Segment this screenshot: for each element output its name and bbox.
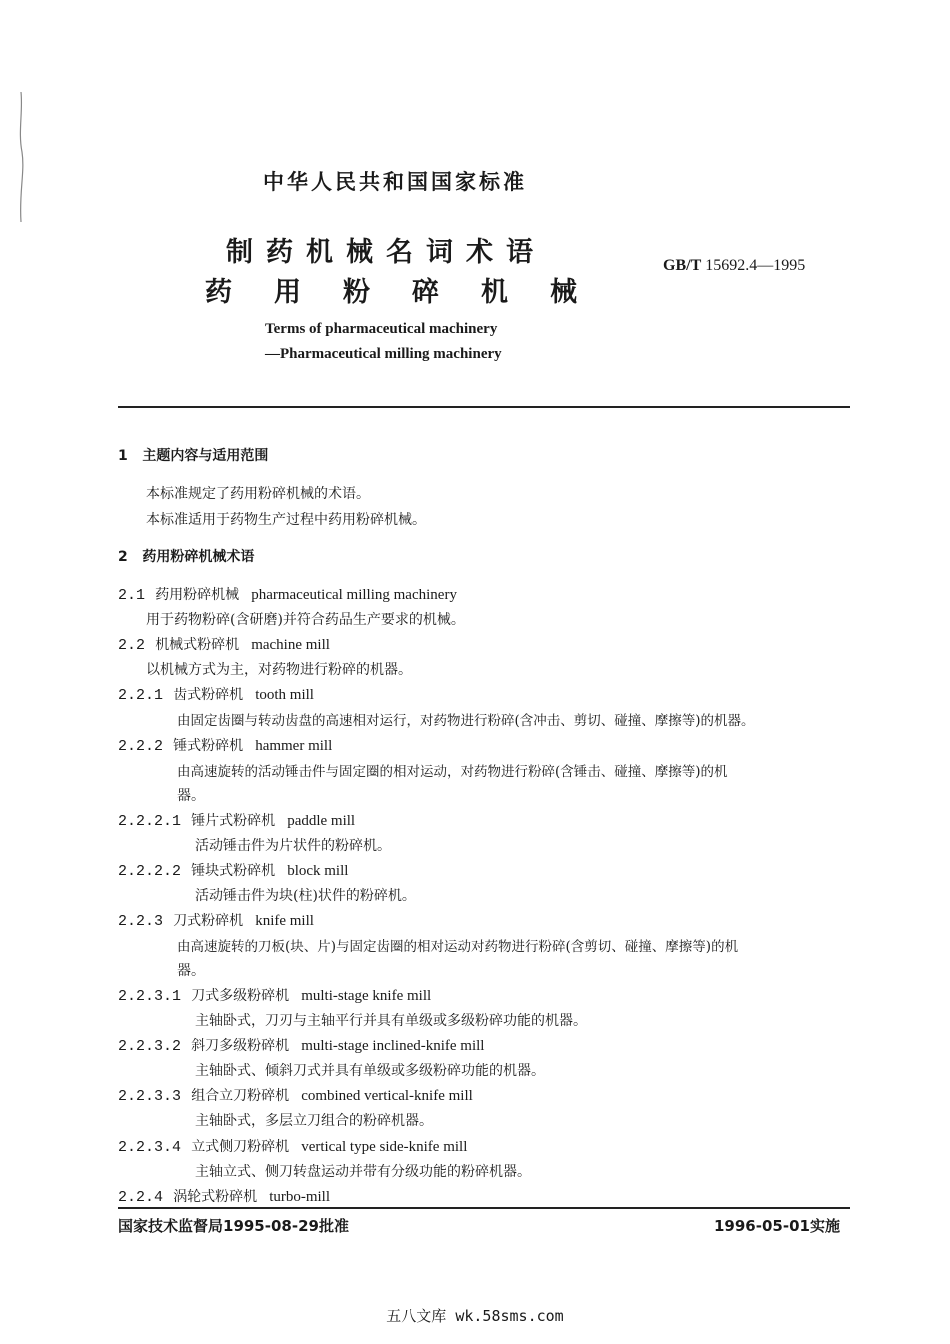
term-2-2-3-2 <box>118 1035 484 1055</box>
term-2-2-1 <box>118 684 314 704</box>
national-standard-heading: 中华人民共和国国家标准 <box>263 170 527 194</box>
term-english: turbo-mill <box>269 1189 331 1205</box>
term-chinese: 药用粉碎机械 <box>155 587 240 603</box>
document-title-line2: 药用粉碎机械 <box>205 277 619 308</box>
section-2-number: 2 <box>118 549 128 565</box>
term-2-2-3-1-definition: 主轴卧式，刀刃与主轴平行并具有单级或多级粉碎功能的机器。 <box>195 1013 587 1029</box>
header-divider <box>118 406 850 408</box>
term-2-2-3-definition-cont: 器。 <box>177 963 205 979</box>
section-2-heading <box>118 546 254 566</box>
term-chinese: 锤块式粉碎机 <box>191 863 276 879</box>
term-2-2-3 <box>118 910 314 930</box>
term-english: paddle mill <box>287 813 356 829</box>
term-number: 2.2.3.2 <box>118 1038 182 1055</box>
term-2-2 <box>118 634 330 654</box>
term-number: 2.2.2 <box>118 738 164 755</box>
term-chinese: 刀式多级粉碎机 <box>191 988 290 1004</box>
section-1-title: 主题内容与适用范围 <box>142 448 269 464</box>
standard-code-number: 15692.4—1995 <box>705 257 806 274</box>
section-1-number: 1 <box>118 448 128 464</box>
term-english: block mill <box>287 863 349 879</box>
approval-date: 国家技术监督局1995-08-29批准 <box>118 1217 349 1235</box>
section-2-title: 药用粉碎机械术语 <box>142 549 255 565</box>
section-1-heading <box>118 445 268 465</box>
section-1-paragraph-2: 本标准适用于药物生产过程中药用粉碎机械。 <box>146 512 426 528</box>
term-number: 2.2.3 <box>118 913 164 930</box>
term-english: tooth mill <box>255 687 314 703</box>
term-2-2-1-definition: 由固定齿圈与转动齿盘的高速相对运行，对药物进行粉碎(含冲击、剪切、碰撞、摩擦等)的机器。 <box>177 713 755 729</box>
term-2-2-3-3-definition: 主轴卧式，多层立刀组合的粉碎机器。 <box>195 1113 433 1129</box>
term-chinese: 锤片式粉碎机 <box>191 813 276 829</box>
term-chinese: 斜刀多级粉碎机 <box>191 1038 290 1054</box>
term-number: 2.2 <box>118 637 146 654</box>
term-english: pharmaceutical milling machinery <box>251 587 457 603</box>
term-chinese: 机械式粉碎机 <box>155 637 240 653</box>
term-number: 2.2.3.3 <box>118 1088 182 1105</box>
term-number: 2.2.4 <box>118 1189 164 1206</box>
term-chinese: 刀式粉碎机 <box>173 913 244 929</box>
effective-date: 1996-05-01实施 <box>714 1217 840 1235</box>
term-chinese: 锤式粉碎机 <box>173 738 244 754</box>
term-2-2-3-definition: 由高速旋转的刀板(块、片)与固定齿圈的相对运动对药物进行粉碎(含剪切、碰撞、摩擦等)的机 <box>177 939 739 955</box>
term-2-2-4 <box>118 1186 330 1206</box>
term-english: knife mill <box>255 913 314 929</box>
term-number: 2.2.1 <box>118 687 164 704</box>
term-2-2-3-4 <box>118 1136 467 1156</box>
term-chinese: 组合立刀粉碎机 <box>191 1088 290 1104</box>
document-title-line1: 制药机械名词术语 <box>226 237 546 268</box>
term-english: multi-stage knife mill <box>301 988 432 1004</box>
term-english: machine mill <box>251 637 330 653</box>
term-2-2-3-1 <box>118 985 431 1005</box>
term-english: combined vertical-knife mill <box>301 1088 473 1104</box>
term-number: 2.2.2.2 <box>118 863 182 880</box>
term-2-2-2-2 <box>118 860 348 880</box>
term-chinese: 齿式粉碎机 <box>173 687 244 703</box>
term-number: 2.2.3.4 <box>118 1139 182 1156</box>
term-2-2-3-4-definition: 主轴立式、侧刀转盘运动并带有分级功能的粉碎机器。 <box>195 1164 531 1180</box>
scan-mark-decoration <box>14 92 28 222</box>
standard-code <box>663 257 805 275</box>
english-title-line2: —Pharmaceutical milling machinery <box>265 346 502 362</box>
term-number: 2.1 <box>118 587 146 604</box>
term-2-2-2-1-definition: 活动锤击件为片状件的粉碎机。 <box>195 838 391 854</box>
term-english: hammer mill <box>255 738 333 754</box>
term-2-2-2-definition: 由高速旋转的活动锤击件与固定圈的相对运动，对药物进行粉碎(含锤击、碰撞、摩擦等)的机 <box>177 764 728 780</box>
term-number: 2.2.2.1 <box>118 813 182 830</box>
section-1-paragraph-1: 本标准规定了药用粉碎机械的术语。 <box>146 486 370 502</box>
english-title-line1: Terms of pharmaceutical machinery <box>265 321 498 337</box>
term-2-2-2-definition-cont: 器。 <box>177 788 205 804</box>
term-2-2-definition: 以机械方式为主，对药物进行粉碎的机器。 <box>146 662 412 678</box>
term-2-1 <box>118 584 457 604</box>
term-2-1-definition: 用于药物粉碎(含研磨)并符合药品生产要求的机械。 <box>146 612 465 628</box>
term-2-2-2-1 <box>118 810 355 830</box>
term-chinese: 涡轮式粉碎机 <box>173 1189 258 1205</box>
term-2-2-3-2-definition: 主轴卧式、倾斜刀式并具有单级或多级粉碎功能的机器。 <box>195 1063 545 1079</box>
term-english: vertical type side-knife mill <box>301 1139 468 1155</box>
term-2-2-3-3 <box>118 1085 473 1105</box>
term-number: 2.2.3.1 <box>118 988 182 1005</box>
term-2-2-2 <box>118 735 332 755</box>
term-english: multi-stage inclined-knife mill <box>301 1038 485 1054</box>
standard-code-prefix: GB/T <box>663 257 702 274</box>
term-chinese: 立式侧刀粉碎机 <box>191 1139 290 1155</box>
site-watermark: 五八文库 wk.58sms.com <box>386 1307 564 1325</box>
term-2-2-2-2-definition: 活动锤击件为块(柱)状件的粉碎机。 <box>195 888 416 904</box>
footer-divider <box>118 1207 850 1209</box>
